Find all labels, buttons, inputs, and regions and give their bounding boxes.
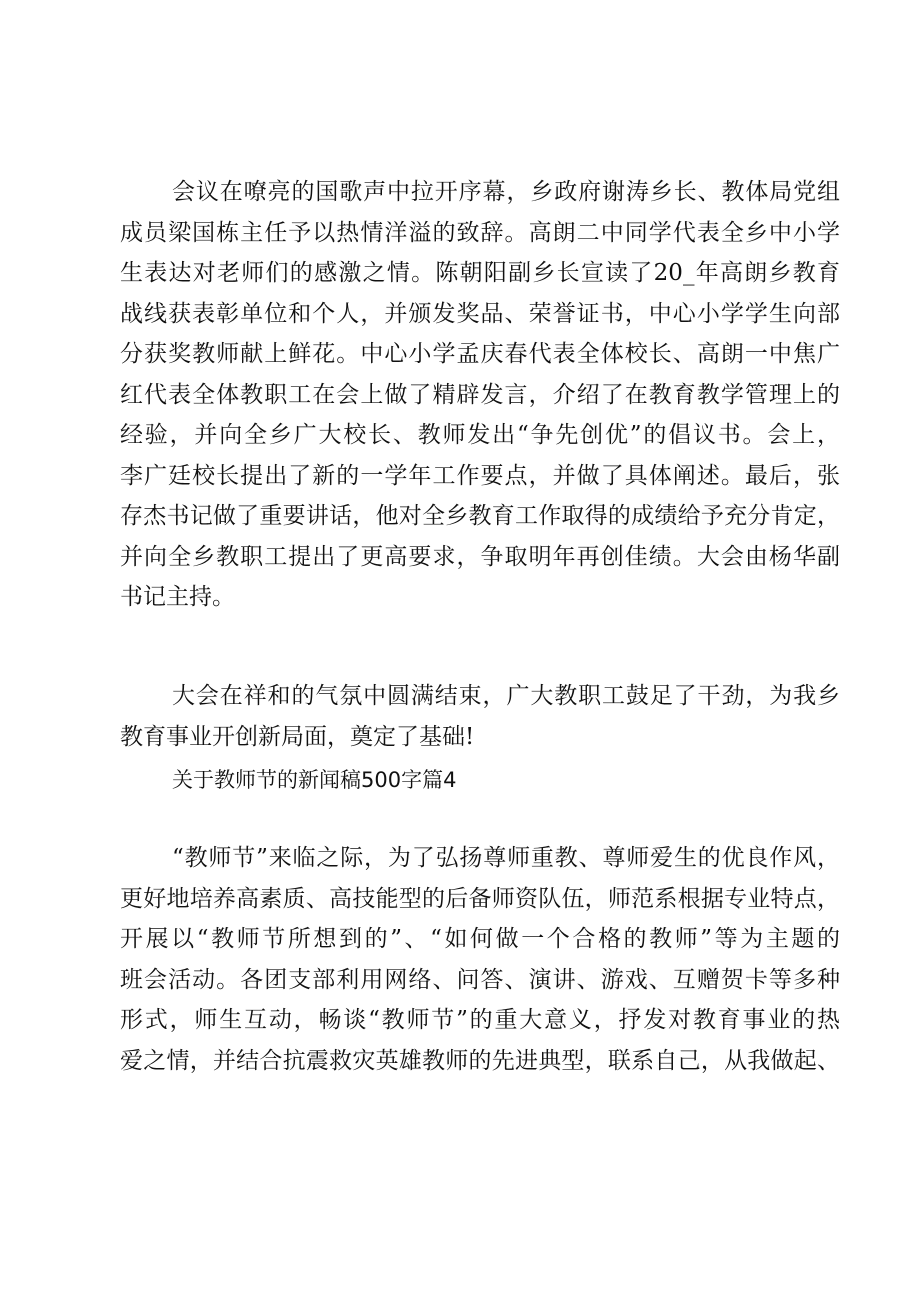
text-line: 爱之情，并结合抗震救灾英雄教师的先进典型，联系自己，从我做起、	[120, 1047, 840, 1074]
paragraph-meeting-report	[120, 172, 840, 618]
text-line: 大会在祥和的气氛中圆满结束，广大教职工鼓足了干劲，为我乡	[172, 683, 840, 709]
paragraph-conclusion	[120, 676, 840, 757]
text-line: 并向全乡教职工提出了更高要求，争取明年再创佳绩。大会由杨华副	[120, 543, 840, 570]
paragraph-teachers-day	[120, 838, 840, 1081]
text-line: 李广廷校长提出了新的一学年工作要点，并做了具体阐述。最后，张	[120, 462, 840, 489]
text-line: 战线获表彰单位和个人，并颁发奖品、荣誉证书，中心小学学生向部	[120, 300, 840, 327]
text-line: 会议在嘹亮的国歌声中拉开序幕，乡政府谢涛乡长、教体局党组	[172, 179, 840, 205]
section-heading: 关于教师节的新闻稿500字篇4	[172, 768, 457, 792]
text-line: 班会活动。各团支部利用网络、问答、演讲、游戏、互赠贺卡等多种	[120, 966, 840, 993]
text-line: 书记主持。	[120, 584, 235, 610]
text-line: 分获奖教师献上鲜花。中心小学孟庆春代表全体校长、高朗一中焦广	[120, 341, 840, 367]
text-line: 经验，并向全乡广大校长、教师发出“争先创优”的倡议书。会上，	[120, 422, 840, 448]
text-line: 形式，师生互动，畅谈“教师节”的重大意义，抒发对教育事业的热	[120, 1007, 840, 1033]
text-line: 存杰书记做了重要讲话，他对全乡教育工作取得的成绩给予充分肯定，	[120, 503, 840, 529]
text-line: 开展以“教师节所想到的”、“如何做一个合格的教师”等为主题的	[120, 926, 840, 952]
text-line: 红代表全体教职工在会上做了精辟发言，介绍了在教育教学管理上的	[120, 381, 840, 408]
text-line: 生表达对老师们的感激之情。陈朝阳副乡长宣读了20_年高朗乡教育	[120, 260, 840, 286]
text-line: 成员梁国栋主任予以热情洋溢的致辞。高朗二中同学代表全乡中小学	[120, 219, 840, 246]
text-line: 教育事业开创新局面，奠定了基础!	[120, 723, 475, 750]
text-line: “教师节”来临之际，为了弘扬尊师重教、尊师爱生的优良作风，	[172, 845, 840, 871]
text-line: 更好地培养高素质、高技能型的后备师资队伍，师范系根据专业特点，	[120, 885, 840, 912]
